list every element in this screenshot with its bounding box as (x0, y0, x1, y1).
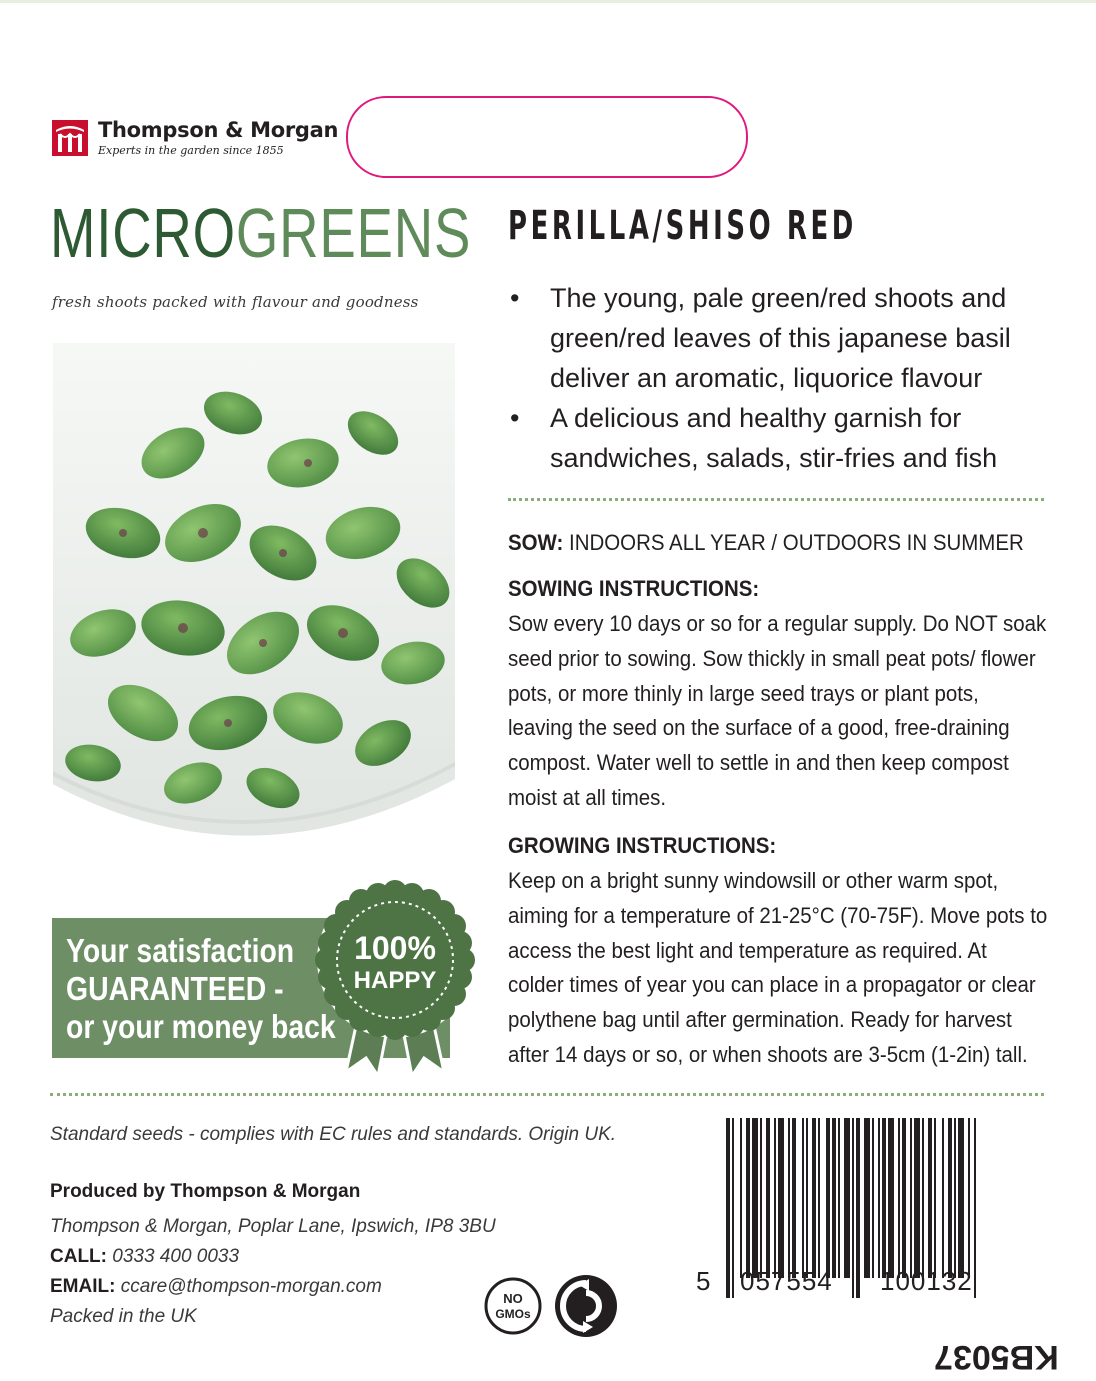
microgreens-illustration (53, 343, 455, 869)
barcode-bar (910, 1118, 912, 1278)
call-line (50, 1246, 239, 1268)
call-value: 0333 400 0033 (106, 1246, 240, 1267)
barcode-bar (732, 1118, 734, 1298)
brand-name: Thompson & Morgan (98, 118, 339, 142)
rosette-happy: HAPPY (353, 967, 437, 994)
divider-bottom (50, 1093, 1044, 1096)
barcode-bar (942, 1118, 944, 1278)
barcode-bar (802, 1118, 804, 1278)
thompson-morgan-logo-icon (52, 120, 88, 156)
call-label: CALL: (50, 1246, 107, 1267)
barcode-bar (818, 1118, 820, 1278)
growing-text: Keep on a bright sunny windowsill or other warm spot, aiming for a temperature of 21-25°C (70-75F). Move pots to access the best light and temperature as required. At colder times of year you can place in a propagator or clear polythene bag until after germination. Ready for harvest after 14 days or so, or when shoots are 3-5cm (1-2in) tall. (508, 868, 1048, 1067)
sow-value: INDOORS ALL YEAR / OUTDOORS IN SUMMER (563, 530, 1024, 555)
sow-label: SOW: (508, 530, 564, 555)
product-bullet: • The young, pale green/red shoots and green/red leaves of this japanese basil deliver an aromatic, liquorice flavour (508, 278, 1048, 398)
barcode-bar (864, 1118, 870, 1278)
no-gmo-line1: NO (503, 1291, 523, 1306)
standards-note: Standard seeds - complies with EC rules and standards. Origin UK. (50, 1124, 617, 1145)
barcode-bar (774, 1118, 776, 1278)
barcode-bar (788, 1118, 790, 1278)
barcode-bar (752, 1118, 758, 1278)
barcode-bar (856, 1118, 860, 1298)
range-subtitle: fresh shoots packed with flavour and goodness (52, 293, 419, 311)
barcode-bar (928, 1118, 932, 1278)
blank-label-box (346, 96, 748, 178)
barcode-bar (838, 1118, 840, 1278)
produced-by: Produced by Thompson & Morgan (50, 1181, 361, 1202)
guarantee-line-3: or your money back (66, 1008, 336, 1045)
email-label: EMAIL: (50, 1276, 116, 1297)
no-gmo-line2: GMOs (495, 1307, 531, 1321)
barcode-digit-first: 5 (696, 1266, 712, 1296)
barcode-bar (872, 1118, 874, 1278)
barcode-bar (826, 1118, 830, 1278)
sowing-text: Sow every 10 days or so for a regular supply. Do NOT soak seed prior to sowing. Sow thickly in small peat pots/ flower pots, or more thinly in large seed trays or plant pots, leaving the seed on the surface of a good, free-draining compost. Water well to settle in and then keep compost moist at all times. (508, 611, 1047, 810)
barcode-bar (948, 1118, 952, 1278)
barcode-bar (902, 1118, 906, 1278)
barcode-bar (726, 1118, 730, 1298)
sku-code: KB5037 (934, 1338, 1059, 1376)
barcode-bar (974, 1118, 976, 1298)
barcode-bar (878, 1118, 880, 1278)
barcode-bar (882, 1118, 886, 1278)
barcode-bar (766, 1118, 770, 1278)
product-bullet: • A delicious and healthy garnish for sandwiches, salads, stir-fries and fish (508, 398, 1048, 478)
growing-heading: GROWING INSTRUCTIONS: (508, 833, 777, 858)
barcode-bar (958, 1118, 964, 1278)
product-bullets (508, 278, 1048, 478)
product-title: PERILLA/SHISO RED (508, 203, 857, 249)
email-line (50, 1276, 382, 1298)
no-gmo-icon (483, 1276, 543, 1336)
green-dot-recycle-icon (553, 1273, 619, 1339)
email-value: ccare@thompson-morgan.com (115, 1276, 382, 1297)
sow-line (508, 530, 1024, 556)
barcode-bar (778, 1118, 784, 1278)
barcode-bar (760, 1118, 762, 1278)
range-title-part2: GREENS (235, 194, 472, 272)
barcode-bar (792, 1118, 796, 1278)
divider-top (508, 498, 1044, 501)
barcode-bar (934, 1118, 936, 1278)
barcode-bar (954, 1118, 956, 1278)
barcode-bar (898, 1118, 900, 1278)
range-title (50, 194, 472, 272)
brand-tagline: Experts in the garden since 1855 (98, 144, 284, 157)
barcode-group-left: 057554 (740, 1266, 833, 1296)
barcode-bar (832, 1118, 836, 1278)
barcode-group-right: 100132 (880, 1266, 973, 1296)
barcode-bar (746, 1118, 750, 1278)
guarantee-line-1: Your satisfaction (66, 932, 295, 969)
barcode-bar (968, 1118, 970, 1278)
sowing-heading: SOWING INSTRUCTIONS: (508, 576, 760, 601)
barcode-bar (844, 1118, 850, 1278)
barcode-bar (852, 1118, 854, 1298)
rosette-percent: 100% (354, 930, 436, 966)
barcode-bar (740, 1118, 742, 1278)
barcode-bar (806, 1118, 808, 1278)
address: Thompson & Morgan, Poplar Lane, Ipswich, IP8 3BU (50, 1216, 496, 1237)
top-rule (0, 0, 1096, 3)
barcode-bar (922, 1118, 924, 1278)
guarantee-line-2: GUARANTEED - (66, 970, 284, 1007)
range-title-part1: MICRO (50, 194, 236, 272)
packed-note: Packed in the UK (50, 1306, 197, 1327)
barcode-bar (812, 1118, 816, 1278)
barcode-bar (914, 1118, 920, 1278)
product-photo (53, 343, 455, 869)
barcode-bar (888, 1118, 894, 1278)
